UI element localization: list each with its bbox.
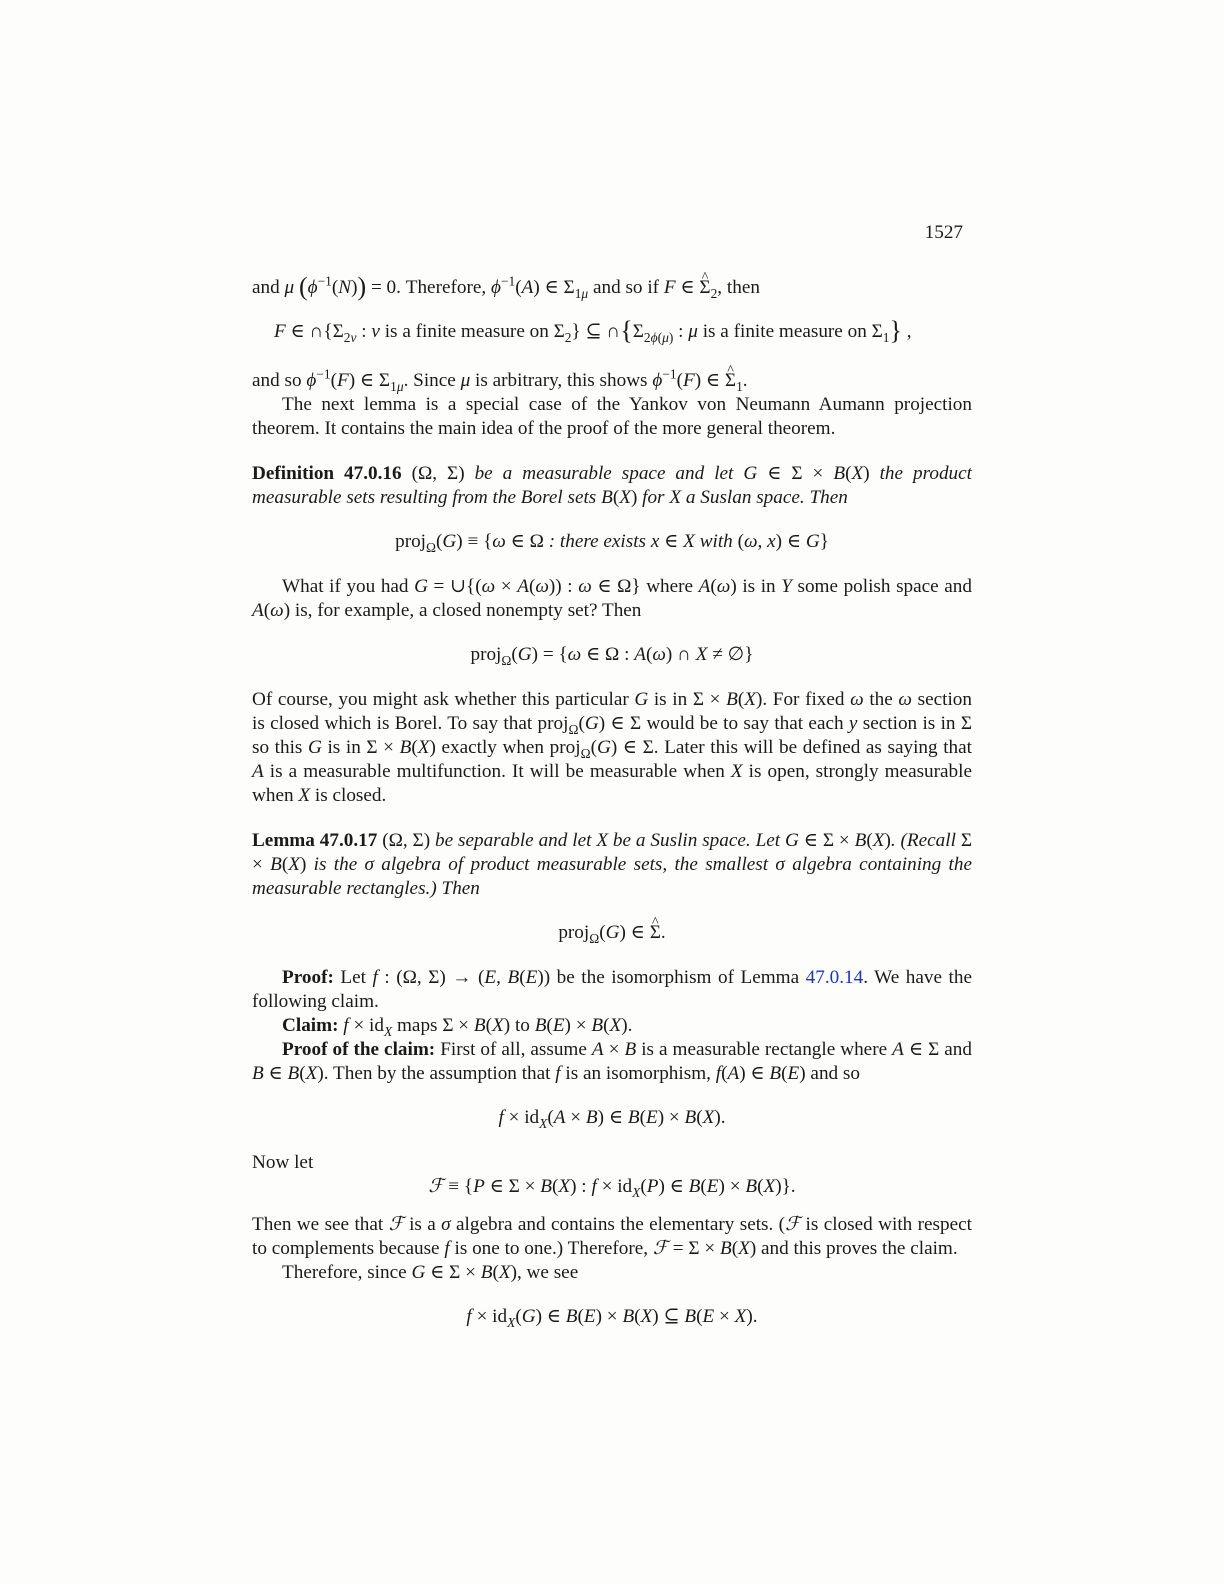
display-equation-proj-nonempty: proj$_\Omega$(G) = {ω ∈ Ω : A(ω) ∩ X ≠ ∅} [470, 644, 754, 668]
display-equation-proj-definition: proj$_\Omega$(G) ≡ {ω ∈ Ω : there exists x ∈ X with (ω, x) ∈ G} [395, 531, 829, 555]
claim-paragraph: Claim: $f \times id_X$ maps Σ × B(X) to B(E) × B(X). [282, 1015, 633, 1039]
page-number: 1527 [924, 222, 963, 243]
display-equation-lemma-result: proj$_\Omega$(G) ∈ ^ Σ. [252, 921, 972, 945]
proof-paragraph: Proof: Let f : (Ω, Σ) → (E, B(E)) be the isomorphism of Lemma 47.0.14. We have the following claim. [252, 967, 972, 1012]
definition-47-0-16: Definition 47.0.16 (Ω, Σ) be a measurable space and let G ∈ Σ × B(X) the product measurable sets resulting from the Borel sets B(X) for X a Suslan space. Then [252, 463, 972, 508]
paragraph-intro: and μ $(\phi^{-1}(N)) = 0$. Therefore, $\phi^{-1}(A)$ ∈ $\Sigma_{1\mu}$ and so if F ∈ ^ $\Sigma_2$, then [252, 276, 972, 300]
proof-of-claim-paragraph: Proof of the claim: First of all, assume A × B is a measurable rectangle where A ∈ Σ and B ∈ B(X). Then by the assumption that f is an isomorphism, f(A) ∈ B(E) and so [252, 1039, 972, 1084]
paragraph-now-let: Now let [252, 1152, 314, 1173]
lemma-47-0-17: Lemma 47.0.17 (Ω, Σ) be separable and let X be a Suslin space. Let G ∈ Σ × B(X). (Recall Σ × B(X) is the σ algebra of product measurable sets, the smallest σ algebra containing the measurable rectangles.) Then [252, 830, 973, 899]
paragraph-what-if: What if you had G = ∪{(ω × A(ω)) : ω ∈ Ω} where A(ω) is in Y some polish space and A(ω) is, for example, a closed nonempty set? Then [252, 576, 972, 621]
display-equation-final: $f \times id_X(G)$ ∈ B(E) × B(X) ⊆ B(E × X). [466, 1306, 758, 1330]
display-equation-script-f: ℱ ≡ {P ∈ Σ × B(X) : $f \times id_X(P)$ ∈ B(E) × B(X)}. [428, 1176, 796, 1200]
page-body [252, 272, 973, 1330]
paragraph-of-course: Of course, you might ask whether this particular G is in Σ × B(X). For fixed ω the ω section is closed which is Borel. To say that proj$_\Omega$(G) ∈ Σ would be to say that each y section is in Σ so this G is in Σ × B(X) exactly when proj$_\Omega$(G) ∈ Σ. Later this will be defined as saying that A is a measurable multifunction. It will be measurable when X is open, strongly measurable when X is closed. [252, 689, 973, 806]
paragraph-therefore: Therefore, since G ∈ Σ × B(X), we see [282, 1262, 579, 1283]
paragraph-arbitrary: and so $\phi^{-1}(F)$ ∈ $\Sigma_{1\mu}$. Since μ is arbitrary, this shows $\phi^{-1}(F)$ ∈ ^ $\Sigma_1$. [252, 369, 972, 393]
paragraph-then-we-see: Then we see that ℱ is a σ algebra and contains the elementary sets. (ℱ is closed with respect to complements because f is one to one.) Therefore, ℱ = Σ × B(X) and this proves the claim. [252, 1214, 972, 1259]
display-equation-1: F ∈ $\cap\{\Sigma_{2\nu}$ : ν is a finite measure on $\Sigma_2$} ⊆ $\cap\{\Sigma_{2\phi(\mu)}$ : μ is a finite measure on $\Sigma_1$} , [274, 316, 912, 345]
lemma-reference-link[interactable]: 47.0.14 [805, 967, 864, 988]
paragraph-next-lemma: The next lemma is a special case of the Yankov von Neumann Aumann projection theorem. It contains the main idea of the proof of the more general theorem. [252, 394, 972, 439]
display-equation-rectangle: $f \times id_X(A \times B)$ ∈ B(E) × B(X). [498, 1107, 726, 1131]
